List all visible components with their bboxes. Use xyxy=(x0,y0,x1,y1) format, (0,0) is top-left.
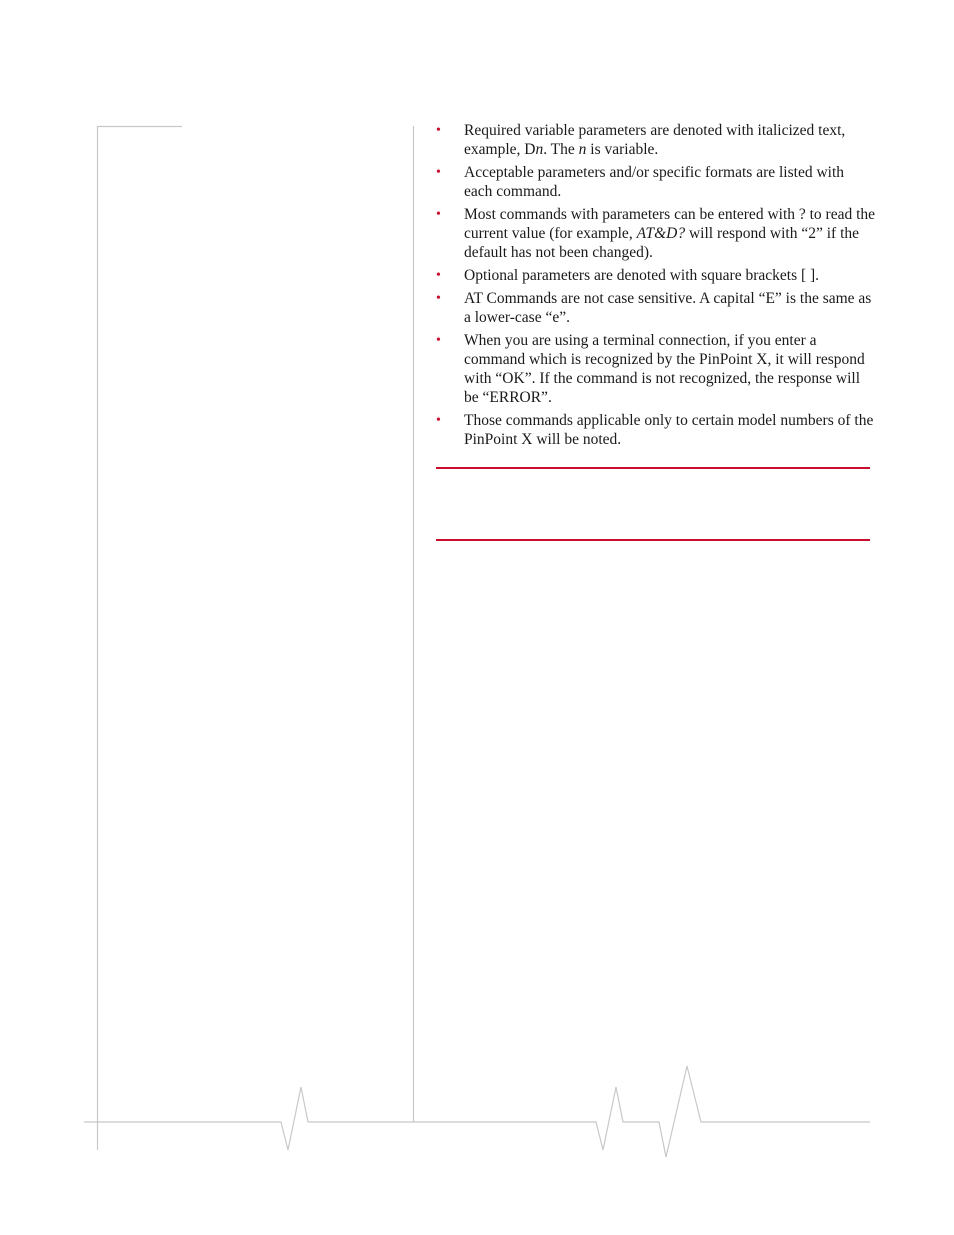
section-rule-bottom xyxy=(436,539,870,541)
italic-text: n xyxy=(535,141,544,158)
bullet-list xyxy=(436,121,876,453)
bullet-text: Required variable parameters are denoted with italicized text, example, D xyxy=(464,122,846,158)
bullet-marker-icon: • xyxy=(436,291,441,306)
bullet-item xyxy=(436,331,876,407)
bullet-marker-icon: • xyxy=(436,207,441,222)
bullet-item xyxy=(436,289,876,327)
bullet-text: . The xyxy=(543,141,579,158)
italic-text: AT&D? xyxy=(636,225,686,242)
bullet-text: will respond with “2” if the default has not been changed). xyxy=(464,225,859,261)
bullet-marker-icon: • xyxy=(436,413,441,428)
section-rule-top xyxy=(436,467,870,469)
bullet-item xyxy=(436,205,876,262)
bullet-item xyxy=(436,163,876,201)
bullet-marker-icon: • xyxy=(436,165,441,180)
bullet-text: When you are using a terminal connection, if you enter a command which is recognized by the PinPoint X, it will respond with “OK”. If the command is not recognized, the response will be “ERROR”. xyxy=(464,332,865,406)
bullet-item xyxy=(436,121,876,159)
bullet-item xyxy=(436,411,876,449)
bullet-text: is variable. xyxy=(586,141,659,158)
bullet-marker-icon: • xyxy=(436,268,441,283)
italic-text: n xyxy=(578,141,587,158)
bullet-text: AT Commands are not case sensitive. A capital “E” is the same as a lower-case “e”. xyxy=(464,290,872,326)
bullet-item xyxy=(436,266,876,285)
bullet-text: Most commands with parameters can be entered with ? to read the current value (for example, xyxy=(464,206,876,242)
bullet-text: Acceptable parameters and/or specific formats are listed with each command. xyxy=(464,164,845,200)
footer-pulse-line xyxy=(84,1066,870,1157)
bullet-marker-icon: • xyxy=(436,123,441,138)
bullet-text: Optional parameters are denoted with square brackets [ ]. xyxy=(464,267,820,284)
bullet-text: Those commands applicable only to certain model numbers of the PinPoint X will be noted. xyxy=(464,412,874,448)
bullet-marker-icon: • xyxy=(436,333,441,348)
